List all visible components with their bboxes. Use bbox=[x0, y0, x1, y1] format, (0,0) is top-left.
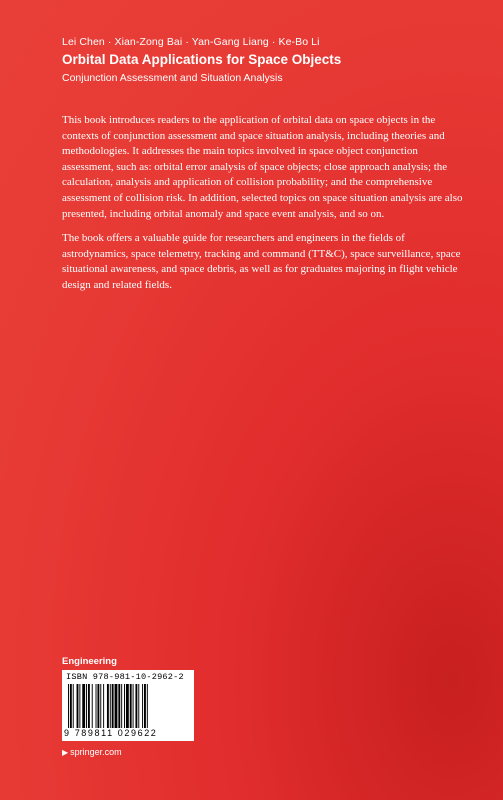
author-list: Lei Chen · Xian-Zong Bai · Yan-Gang Liang · Ke-Bo Li bbox=[62, 36, 320, 48]
description-paragraph-1: This book introduces readers to the application of orbital data on space objects in the contexts of conjunction assessment and space situation analysis, including theories and methodologies. It addresses the main topics involved in space object conjunction assessment, such as: orbital error analysis of space objects; close approach analysis; the calculation, analysis and application of collision probability; and the comprehensive assessment of collision risk. In addition, selected topics on space situation analysis are also presented, including orbital anomaly and space event analysis, and so on. bbox=[62, 114, 463, 220]
barcode-panel bbox=[62, 670, 194, 741]
barcode-icon bbox=[68, 684, 188, 728]
barcode-number: 9 789811 029622 bbox=[64, 728, 158, 738]
book-subtitle: Conjunction Assessment and Situation Analysis bbox=[62, 72, 283, 84]
category-label: Engineering bbox=[62, 656, 117, 667]
description-paragraph-2: The book offers a valuable guide for researchers and engineers in the fields of astrodynamics, space telemetry, tracking and command (TT&C), space surveillance, space situational awareness, and space debris, as well as for graduates majoring in flight vehicle design and related fields. bbox=[62, 232, 461, 291]
triangle-right-icon: ▶ bbox=[62, 748, 69, 757]
isbn-text: ISBN 978-981-10-2962-2 bbox=[66, 672, 184, 682]
book-title: Orbital Data Applications for Space Objects bbox=[62, 52, 342, 67]
publisher-url: springer.com bbox=[70, 747, 122, 757]
book-description bbox=[62, 113, 464, 303]
publisher-link bbox=[62, 747, 122, 757]
